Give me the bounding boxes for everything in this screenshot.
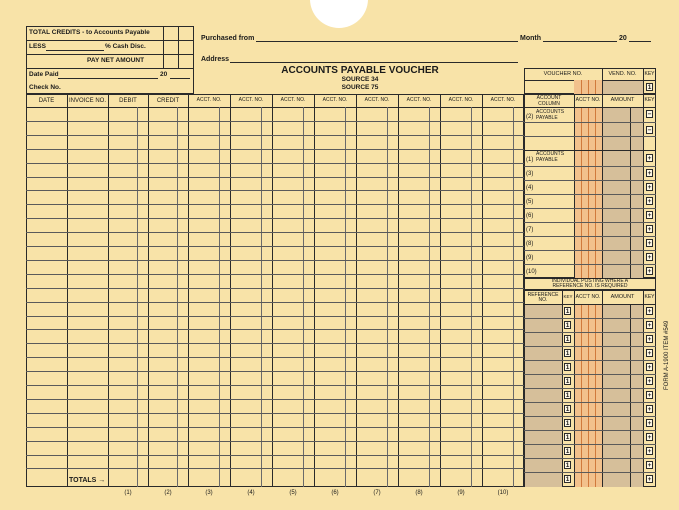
- key-box: +: [647, 308, 652, 315]
- rule-line: [26, 177, 524, 178]
- rule-line: [524, 444, 656, 445]
- rule-line: [26, 371, 524, 372]
- key-box: +: [647, 462, 652, 469]
- column-header-acct-no: ACCT. NO.: [406, 97, 432, 103]
- vend-entry-cells: [603, 81, 643, 94]
- column-number: (4): [247, 490, 255, 496]
- column-number: (3): [205, 490, 213, 496]
- rule-line: [581, 80, 582, 94]
- column-number: (9): [457, 490, 465, 496]
- account-column-label: COLUMN: [538, 101, 560, 107]
- rule-line: [26, 316, 524, 317]
- rule-line: [524, 166, 656, 167]
- rule-line: [440, 94, 441, 487]
- key-label: KEY: [644, 97, 655, 103]
- rule-line: [137, 107, 138, 487]
- rule-line: [524, 374, 656, 375]
- acct-no-label: ACC'T NO.: [575, 97, 601, 103]
- key-box: 1: [565, 448, 570, 455]
- rule-line: [303, 107, 304, 487]
- rule-line: [314, 94, 315, 487]
- rule-line: [26, 455, 524, 456]
- key-box: +: [647, 350, 652, 357]
- rule-line: [26, 246, 524, 247]
- rule-line: [26, 149, 524, 150]
- column-number: (1): [124, 490, 132, 496]
- column-header-invoice: INVOICE NO.: [68, 98, 106, 104]
- vend-no-label: VEND. NO.: [608, 71, 637, 77]
- key-box: −: [647, 127, 652, 134]
- rule-line: [524, 180, 656, 181]
- form-item-number: FORM A-1900 ITEM #549: [664, 320, 670, 390]
- column-header-acct-no: ACCT. NO.: [322, 97, 348, 103]
- rule-line: [524, 208, 656, 209]
- rule-line: [26, 413, 524, 414]
- rule-line: [26, 468, 524, 469]
- amount-label: AMOUNT: [610, 97, 635, 103]
- date-paid-year: 20: [160, 71, 168, 78]
- check-no-label: Check No.: [29, 84, 61, 91]
- rule-line: [524, 332, 656, 333]
- rule-line: [177, 107, 178, 487]
- key-box: +: [647, 434, 652, 441]
- rule-line: [524, 458, 656, 459]
- rule-line: [482, 94, 483, 487]
- ap-2-number: (2): [526, 114, 534, 120]
- key-box: +: [647, 336, 652, 343]
- key-box: +: [647, 322, 652, 329]
- column-number: (10): [497, 490, 509, 496]
- rule-line: [108, 94, 109, 487]
- ap-1-number: (1): [526, 157, 534, 163]
- account-row-number: (5): [526, 199, 534, 205]
- key-box: 1: [565, 406, 570, 413]
- rule-line: [26, 427, 524, 428]
- thumb-notch: [310, 0, 368, 28]
- key-box: 1: [565, 378, 570, 385]
- rule-line: [26, 441, 524, 442]
- rule-line: [524, 472, 656, 473]
- rule-line: [398, 94, 399, 487]
- key-label: KEY: [644, 294, 655, 300]
- ap-1-label: PAYABLE: [536, 157, 558, 163]
- rule-line: [524, 264, 656, 265]
- rule-line: [26, 135, 524, 136]
- rule-line: [595, 107, 596, 278]
- amount-column: [603, 107, 643, 278]
- rule-line: [188, 94, 189, 487]
- totals-label: TOTALS →: [69, 477, 106, 484]
- rule-line: [524, 318, 656, 319]
- rule-line: [26, 218, 524, 219]
- key-label: KEY: [644, 71, 655, 77]
- column-header-credit: CREDIT: [156, 98, 180, 104]
- ap-2-label: PAYABLE: [536, 115, 558, 121]
- key-box: +: [647, 240, 652, 247]
- rule-line: [26, 163, 524, 164]
- key-box: 1: [565, 476, 570, 483]
- key-box: +: [647, 420, 652, 427]
- rule-line: [272, 94, 273, 487]
- source-34: SOURCE 34: [341, 76, 379, 83]
- voucher-title: ACCOUNTS PAYABLE VOUCHER: [281, 65, 439, 76]
- rule-line: [471, 107, 472, 487]
- key-box: 1: [565, 350, 570, 357]
- account-row-number: (8): [526, 241, 534, 247]
- account-row-number: (9): [526, 255, 534, 261]
- rule-line: [387, 107, 388, 487]
- date-paid-label: Date Paid: [29, 71, 59, 78]
- purchased-from-label: Purchased from: [201, 35, 255, 42]
- rule-line: [524, 250, 656, 251]
- ap-1-label: ACCOUNTS: [536, 151, 565, 157]
- key-box: 1: [647, 84, 652, 91]
- rule-line: [524, 304, 656, 305]
- rule-line: [148, 94, 149, 487]
- rule-line: [26, 288, 524, 289]
- rule-line: [26, 399, 524, 400]
- column-header-acct-no: ACCT. NO.: [364, 97, 390, 103]
- rule-line: [26, 260, 524, 261]
- rule-line: [345, 107, 346, 487]
- key-box: +: [647, 155, 652, 162]
- rule-line: [595, 80, 596, 94]
- key-box: 1: [565, 336, 570, 343]
- rule-line: [524, 136, 656, 137]
- column-header-acct-no: ACCT. NO.: [280, 97, 306, 103]
- account-column-label: ACCOUNT: [536, 95, 562, 101]
- key-box: 1: [565, 434, 570, 441]
- key-box: 1: [565, 462, 570, 469]
- rule-line: [26, 204, 524, 205]
- key-box: +: [647, 226, 652, 233]
- column-header-acct-no: ACCT. NO.: [196, 97, 222, 103]
- column-header-acct-no: ACCT. NO.: [448, 97, 474, 103]
- column-number: (8): [415, 490, 423, 496]
- pay-net-label: PAY NET AMOUNT: [87, 57, 145, 64]
- rule-line: [524, 360, 656, 361]
- rule-line: [524, 236, 656, 237]
- rule-line: [67, 94, 68, 487]
- rule-line: [26, 121, 524, 122]
- key-box: 1: [565, 420, 570, 427]
- rule-line: [524, 388, 656, 389]
- column-header-date: DATE: [38, 98, 55, 104]
- account-row-number: (10): [526, 269, 537, 275]
- column-header-acct-no: ACCT. NO.: [238, 97, 264, 103]
- column-header-acct-no: ACCT. NO.: [490, 97, 516, 103]
- rule-line: [26, 274, 524, 275]
- ledger-border: [26, 94, 524, 487]
- rule-line: [524, 430, 656, 431]
- month-label: Month: [520, 35, 541, 42]
- reference-no-label: NO.: [538, 297, 548, 303]
- rule-line: [26, 232, 524, 233]
- rule-line: [581, 107, 582, 278]
- voucher-no-label: VOUCHER NO.: [543, 71, 583, 77]
- column-number: (2): [164, 490, 172, 496]
- account-row-number: (7): [526, 227, 534, 233]
- rule-line: [26, 107, 524, 108]
- rule-line: [588, 107, 589, 278]
- key-box: +: [647, 170, 652, 177]
- rule-line: [219, 107, 220, 487]
- key-box: +: [647, 378, 652, 385]
- key-box: +: [647, 406, 652, 413]
- key-box: +: [647, 198, 652, 205]
- rule-line: [429, 107, 430, 487]
- rule-line: [26, 385, 524, 386]
- column-number: (7): [373, 490, 381, 496]
- column-header-debit: DEBIT: [119, 98, 137, 104]
- month-year-label: 20: [619, 35, 627, 42]
- key-box: +: [647, 476, 652, 483]
- individual-posting-label: REFERENCE NO. IS REQUIRED: [552, 283, 628, 289]
- rule-line: [630, 107, 631, 278]
- rule-line: [26, 190, 524, 191]
- address-label: Address: [201, 56, 230, 63]
- key-box: +: [647, 392, 652, 399]
- rule-line: [524, 194, 656, 195]
- key-box: 1: [565, 392, 570, 399]
- column-number: (5): [289, 490, 297, 496]
- key-box: +: [647, 448, 652, 455]
- rule-line: [524, 222, 656, 223]
- rule-line: [356, 94, 357, 487]
- key-box: +: [647, 364, 652, 371]
- ap-2-label: ACCOUNTS: [536, 109, 565, 115]
- key-box: +: [647, 254, 652, 261]
- rule-line: [524, 402, 656, 403]
- key-box: −: [647, 111, 652, 118]
- column-number: (6): [331, 490, 339, 496]
- rule-line: [524, 346, 656, 347]
- rule-line: [513, 107, 514, 487]
- amount-label: AMOUNT: [610, 294, 635, 300]
- cash-disc-label: % Cash Disc.: [105, 43, 146, 50]
- total-credits-label: TOTAL CREDITS - to Accounts Payable: [29, 29, 150, 36]
- rule-line: [230, 94, 231, 487]
- less-label: LESS: [29, 43, 46, 50]
- account-row-number: (4): [526, 185, 534, 191]
- key-box: +: [647, 212, 652, 219]
- source-75: SOURCE 75: [341, 84, 379, 91]
- rule-line: [26, 357, 524, 358]
- rule-line: [26, 343, 524, 344]
- rule-line: [261, 107, 262, 487]
- key-box: 1: [565, 308, 570, 315]
- key-label: KEY: [563, 294, 573, 299]
- rule-line: [524, 107, 656, 108]
- individual-posting-label: INDIVIDUAL POSTING WHERE A: [551, 278, 629, 284]
- key-box: +: [647, 268, 652, 275]
- rule-line: [26, 302, 524, 303]
- rule-line: [524, 122, 656, 123]
- acct-no-label: ACC'T NO.: [575, 294, 601, 300]
- rule-line: [26, 329, 524, 330]
- key-box: +: [647, 184, 652, 191]
- key-box: 1: [565, 364, 570, 371]
- account-row-number: (6): [526, 213, 534, 219]
- key-box: 1: [565, 322, 570, 329]
- reference-no-label: REFERENCE: [527, 292, 559, 298]
- rule-line: [524, 416, 656, 417]
- account-row-number: (3): [526, 171, 534, 177]
- rule-line: [588, 80, 589, 94]
